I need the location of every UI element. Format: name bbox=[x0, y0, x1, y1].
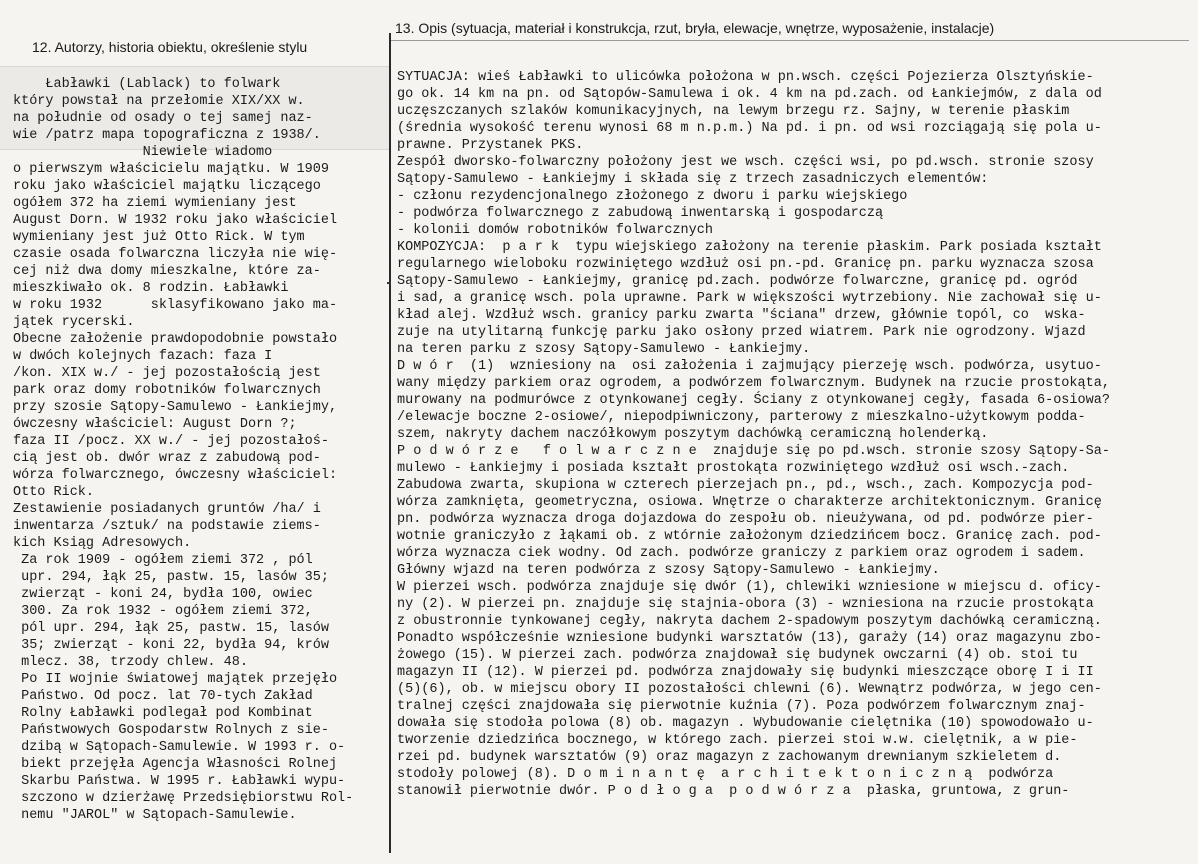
text-line: czasie osada folwarczna liczyła nie wię- bbox=[13, 247, 338, 262]
text-line: /elewacje boczne 2-osiowe/, niepodpiwniczony, parterowy z mieszkalno-użytkowym podda- bbox=[397, 410, 1086, 425]
text-line: prawne. Przystanek PKS. bbox=[397, 138, 584, 153]
text-line: rzei pd. budynek warsztatów (9) oraz magazyn z zachowanym drewnianym szkieletem d. bbox=[397, 750, 1062, 765]
text-line: August Dorn. W 1932 roku jako właściciel bbox=[13, 213, 338, 228]
text-line: tworzenie dziedzińca bocznego, w którego zach. pierzei stoi w.w. cielętnik, a w pie- bbox=[397, 733, 1078, 748]
text-line: Główny wjazd na teren podwórza z szosy Sątopy-Samulewo - Łankiejmy. bbox=[397, 563, 940, 578]
text-line: wany między parkiem oraz ogrodem, a podwórzem folwarcznym. Budynek na rzucie prostokąta, bbox=[397, 376, 1110, 391]
text-line: faza II /pocz. XX w./ - jej pozostałoś- bbox=[13, 434, 329, 449]
description-text-column bbox=[397, 69, 1110, 800]
text-line: kład alej. Wzdłuż wsch. granicy parku zwarta "ściana" drzew, głównie topól, co wska- bbox=[397, 308, 1086, 323]
text-line: 35; zwierząt - koni 22, bydła 94, krów bbox=[13, 638, 329, 653]
text-line: zuje na utylitarną funkcję parku jako osłony przed wiatrem. Park nie ogrodzony. Wjazd bbox=[397, 325, 1086, 340]
text-line: P o d w ó r z e f o l w a r c z n e znajduje się po pd.wsch. stronie szosy Sątopy-Sa- bbox=[397, 444, 1110, 459]
text-line: Łabławki (Lablack) to folwark bbox=[13, 77, 281, 92]
text-line: kich Ksiąg Adresowych. bbox=[13, 536, 192, 551]
text-line: o pierwszym właścicielu majątku. W 1909 bbox=[13, 162, 329, 177]
text-line: stodoły polowej (8). D o m i n a n t ę a r c h i t e k t o n i c z n ą podwórza bbox=[397, 767, 1054, 782]
text-line: (średnia wysokość terenu wynosi 68 m n.p.m.) Na pd. i pn. od wsi rozciągają się pola u- bbox=[397, 121, 1102, 136]
text-line: magazyn II (12). W pierzei pd. podwórza znajdowały się budynki mieszczące oborę I i II bbox=[397, 665, 1094, 680]
text-line: dzibą w Sątopach-Samulewie. W 1993 r. o- bbox=[13, 740, 346, 755]
text-line: ogółem 372 ha ziemi wymieniany jest bbox=[13, 196, 297, 211]
text-line: wórza zamknięta, geometryczna, osiowa. Wnętrze o charakterze architektonicznym. Granicę bbox=[397, 495, 1102, 510]
text-line: go ok. 14 km na pn. od Sątopów-Samulewa i ok. 4 km na pd.zach. od Łankiejmów, z dala od bbox=[397, 87, 1102, 102]
text-line: KOMPOZYCJA: p a r k typu wiejskiego założony na terenie płaskim. Park posiada kształt bbox=[397, 240, 1102, 255]
text-line: Za rok 1909 - ogółem ziemi 372 , pól bbox=[13, 553, 313, 568]
text-line: roku jako właściciel majątku liczącego bbox=[13, 179, 321, 194]
text-line: ówczesny właściciel: August Dorn ?; bbox=[13, 417, 297, 432]
text-line: Niewiele wiadomo bbox=[13, 145, 273, 160]
text-line: D w ó r (1) wzniesiony na osi założenia i zajmujący pierzeję wsch. podwórza, usytuo- bbox=[397, 359, 1102, 374]
text-line: Państwo. Od pocz. lat 70-tych Zakład bbox=[13, 689, 313, 704]
text-line: Sątopy-Samulewo - Łankiejmy i składa się z trzech zasadniczych elementów: bbox=[397, 172, 989, 187]
text-line: i sad, a granicę wsch. pola uprawne. Park w większości wytrzebiony. Nie zachował się u- bbox=[397, 291, 1102, 306]
text-line: Rolny Łabławki podlegał pod Kombinat bbox=[13, 706, 313, 721]
text-line: /kon. XIX w./ - jej pozostałością jest bbox=[13, 366, 321, 381]
text-line: - kolonii domów robotników folwarcznych bbox=[397, 223, 713, 238]
text-line: Po II wojnie światowej majątek przejęło bbox=[13, 672, 338, 687]
text-line: cią jest ob. dwór wraz z zabudową pod- bbox=[13, 451, 321, 466]
text-line: ny (2). W pierzei pn. znajduje się stajnia-obora (3) - wzniesiona na rzucie prostokąta bbox=[397, 597, 1094, 612]
text-line: Zestawienie posiadanych gruntów /ha/ i bbox=[13, 502, 321, 517]
text-line: mlecz. 38, trzody chlew. 48. bbox=[13, 655, 248, 670]
text-line: jątek rycerski. bbox=[13, 315, 135, 330]
text-line: wórza wyznacza ciek wodny. Od zach. podwórze graniczy z parkiem oraz ogrodem i sadem. bbox=[397, 546, 1086, 561]
text-line: żowego (15). W pierzei zach. podwórza znajdował się budynek owczarni (4) ob. stoi tu bbox=[397, 648, 1078, 663]
text-line: Ponadto współcześnie wzniesione budynki warsztatów (13), garaży (14) oraz magazynu zbo- bbox=[397, 631, 1102, 646]
text-line: wymieniany jest już Otto Rick. W tym bbox=[13, 230, 305, 245]
text-line: regularnego wieloboku rozwiniętego wzdłuż osi pn.-pd. Granicę pn. parku wyznacza szosa bbox=[397, 257, 1094, 272]
text-line: biekt przejęła Agencja Własności Rolnej bbox=[13, 757, 338, 772]
margin-mark bbox=[387, 282, 391, 284]
text-line: szczono w dzierżawę Przedsiębiorstwu Rol- bbox=[13, 791, 354, 806]
text-line: W pierzei wsch. podwórza znajduje się dwór (1), chlewiki wzniesione w miejscu d. oficy- bbox=[397, 580, 1102, 595]
text-line: zwierząt - koni 24, bydła 100, owiec bbox=[13, 587, 313, 602]
text-line: z obustronnie tynkowanej cegły, nakryta dachem 2-spadowym poszytym dachówką ceramiczną. bbox=[397, 614, 1102, 629]
text-line: nemu "JAROL" w Sątopach-Samulewie. bbox=[13, 808, 297, 823]
text-line: park oraz domy robotników folwarcznych bbox=[13, 383, 321, 398]
text-line: Sątopy-Samulewo - Łankiejmy, granicę pd.zach. podwórze folwarczne, granicę pd. ogród bbox=[397, 274, 1078, 289]
text-line: mieszkiwało ok. 8 rodzin. Łabławki bbox=[13, 281, 289, 296]
header-rule bbox=[389, 40, 1189, 41]
text-line: przy szosie Sątopy-Samulewo - Łankiejmy, bbox=[13, 400, 338, 415]
text-line: Otto Rick. bbox=[13, 485, 95, 500]
text-line: SYTUACJA: wieś Łabławki to ulicówka położona w pn.wsch. części Pojezierza Olsztyńskie- bbox=[397, 70, 1094, 85]
text-line: Obecne założenie prawdopodobnie powstało bbox=[13, 332, 338, 347]
text-line: Państwowych Gospodarstw Rolnych z sie- bbox=[13, 723, 329, 738]
text-line: wotnie graniczyło z łąkami ob. z wtórnie założonym dziedzińcem bocz. Granicę zach. pod- bbox=[397, 529, 1102, 544]
text-line: (5)(6), ob. w miejscu obory II pozostałości chlewni (6). Wewnątrz podwórza, w jego cen- bbox=[397, 682, 1102, 697]
text-line: 300. Za rok 1932 - ogółem ziemi 372, bbox=[13, 604, 313, 619]
text-line: dowała się stodoła polowa (8) ob. magazyn . Wybudowanie cielętnika (10) spowodowało u- bbox=[397, 716, 1094, 731]
text-line: Skarbu Państwa. W 1995 r. Łabławki wypu- bbox=[13, 774, 346, 789]
text-line: na południe od osady o tej samej naz- bbox=[13, 111, 313, 126]
text-line: inwentarza /sztuk/ na podstawie ziems- bbox=[13, 519, 321, 534]
text-line: który powstał na przełomie XIX/XX w. bbox=[13, 94, 305, 109]
text-line: stanowił pierwotnie dwór. P o d ł o g a p o d w ó r z a płaska, gruntowa, z grun- bbox=[397, 784, 1070, 799]
text-line: Zespół dworsko-folwarczny położony jest we wsch. części wsi, po pd.wsch. stronie szosy bbox=[397, 155, 1094, 170]
column-divider bbox=[389, 33, 391, 853]
text-line: w dwóch kolejnych fazach: faza I bbox=[13, 349, 273, 364]
text-line: w roku 1932 sklasyfikowano jako ma- bbox=[13, 298, 338, 313]
text-line: cej niż dwa domy mieszkalne, które za- bbox=[13, 264, 321, 279]
text-line: szem, nakryty dachem naczółkowym poszytym dachówką ceramiczną holenderką. bbox=[397, 427, 989, 442]
text-line: wie /patrz mapa topograficzna z 1938/. bbox=[13, 128, 321, 143]
history-text-column bbox=[13, 76, 353, 824]
text-line: - podwórza folwarcznego z zabudową inwentarską i gospodarczą bbox=[397, 206, 884, 221]
text-line: upr. 294, łąk 25, pastw. 15, lasów 35; bbox=[13, 570, 329, 585]
text-line: - członu rezydencjonalnego złożonego z dworu i parku wiejskiego bbox=[397, 189, 908, 204]
right-section-header: 13. Opis (sytuacja, materiał i konstrukcja, rzut, bryła, elewacje, wnętrze, wyposażenie, instalacje) bbox=[395, 20, 995, 36]
text-line: murowany na podmurówce z otynkowanej cegły. Ściany z otynkowanej cegły, fasada 6-osiowa? bbox=[397, 393, 1110, 408]
text-line: pn. podwórza wyznacza droga dojazdowa do zespołu ob. nieużywana, od pd. podwórze pier- bbox=[397, 512, 1094, 527]
left-section-header: 12. Autorzy, historia obiektu, określenie stylu bbox=[32, 39, 308, 55]
text-line: uczęszczanych szlaków komunikacyjnych, na lewym brzegu rz. Sajny, w terenie płaskim bbox=[397, 104, 1070, 119]
text-line: tralnej części znajdowała się pierwotnie kuźnia (7). Poza podwórzem folwarcznym znaj- bbox=[397, 699, 1086, 714]
text-line: Zabudowa zwarta, skupiona w czterech pierzejach pn., pd., wsch., zach. Kompozycja pod- bbox=[397, 478, 1094, 493]
text-line: mulewo - Łankiejmy i posiada kształt prostokąta rozwiniętego wzdłuż osi wsch.-zach. bbox=[397, 461, 1070, 476]
text-line: wórza folwarcznego, ówczesny właściciel: bbox=[13, 468, 338, 483]
text-line: na teren parku z szosy Sątopy-Samulewo - Łankiejmy. bbox=[397, 342, 811, 357]
text-line: pól upr. 294, łąk 25, pastw. 15, lasów bbox=[13, 621, 329, 636]
